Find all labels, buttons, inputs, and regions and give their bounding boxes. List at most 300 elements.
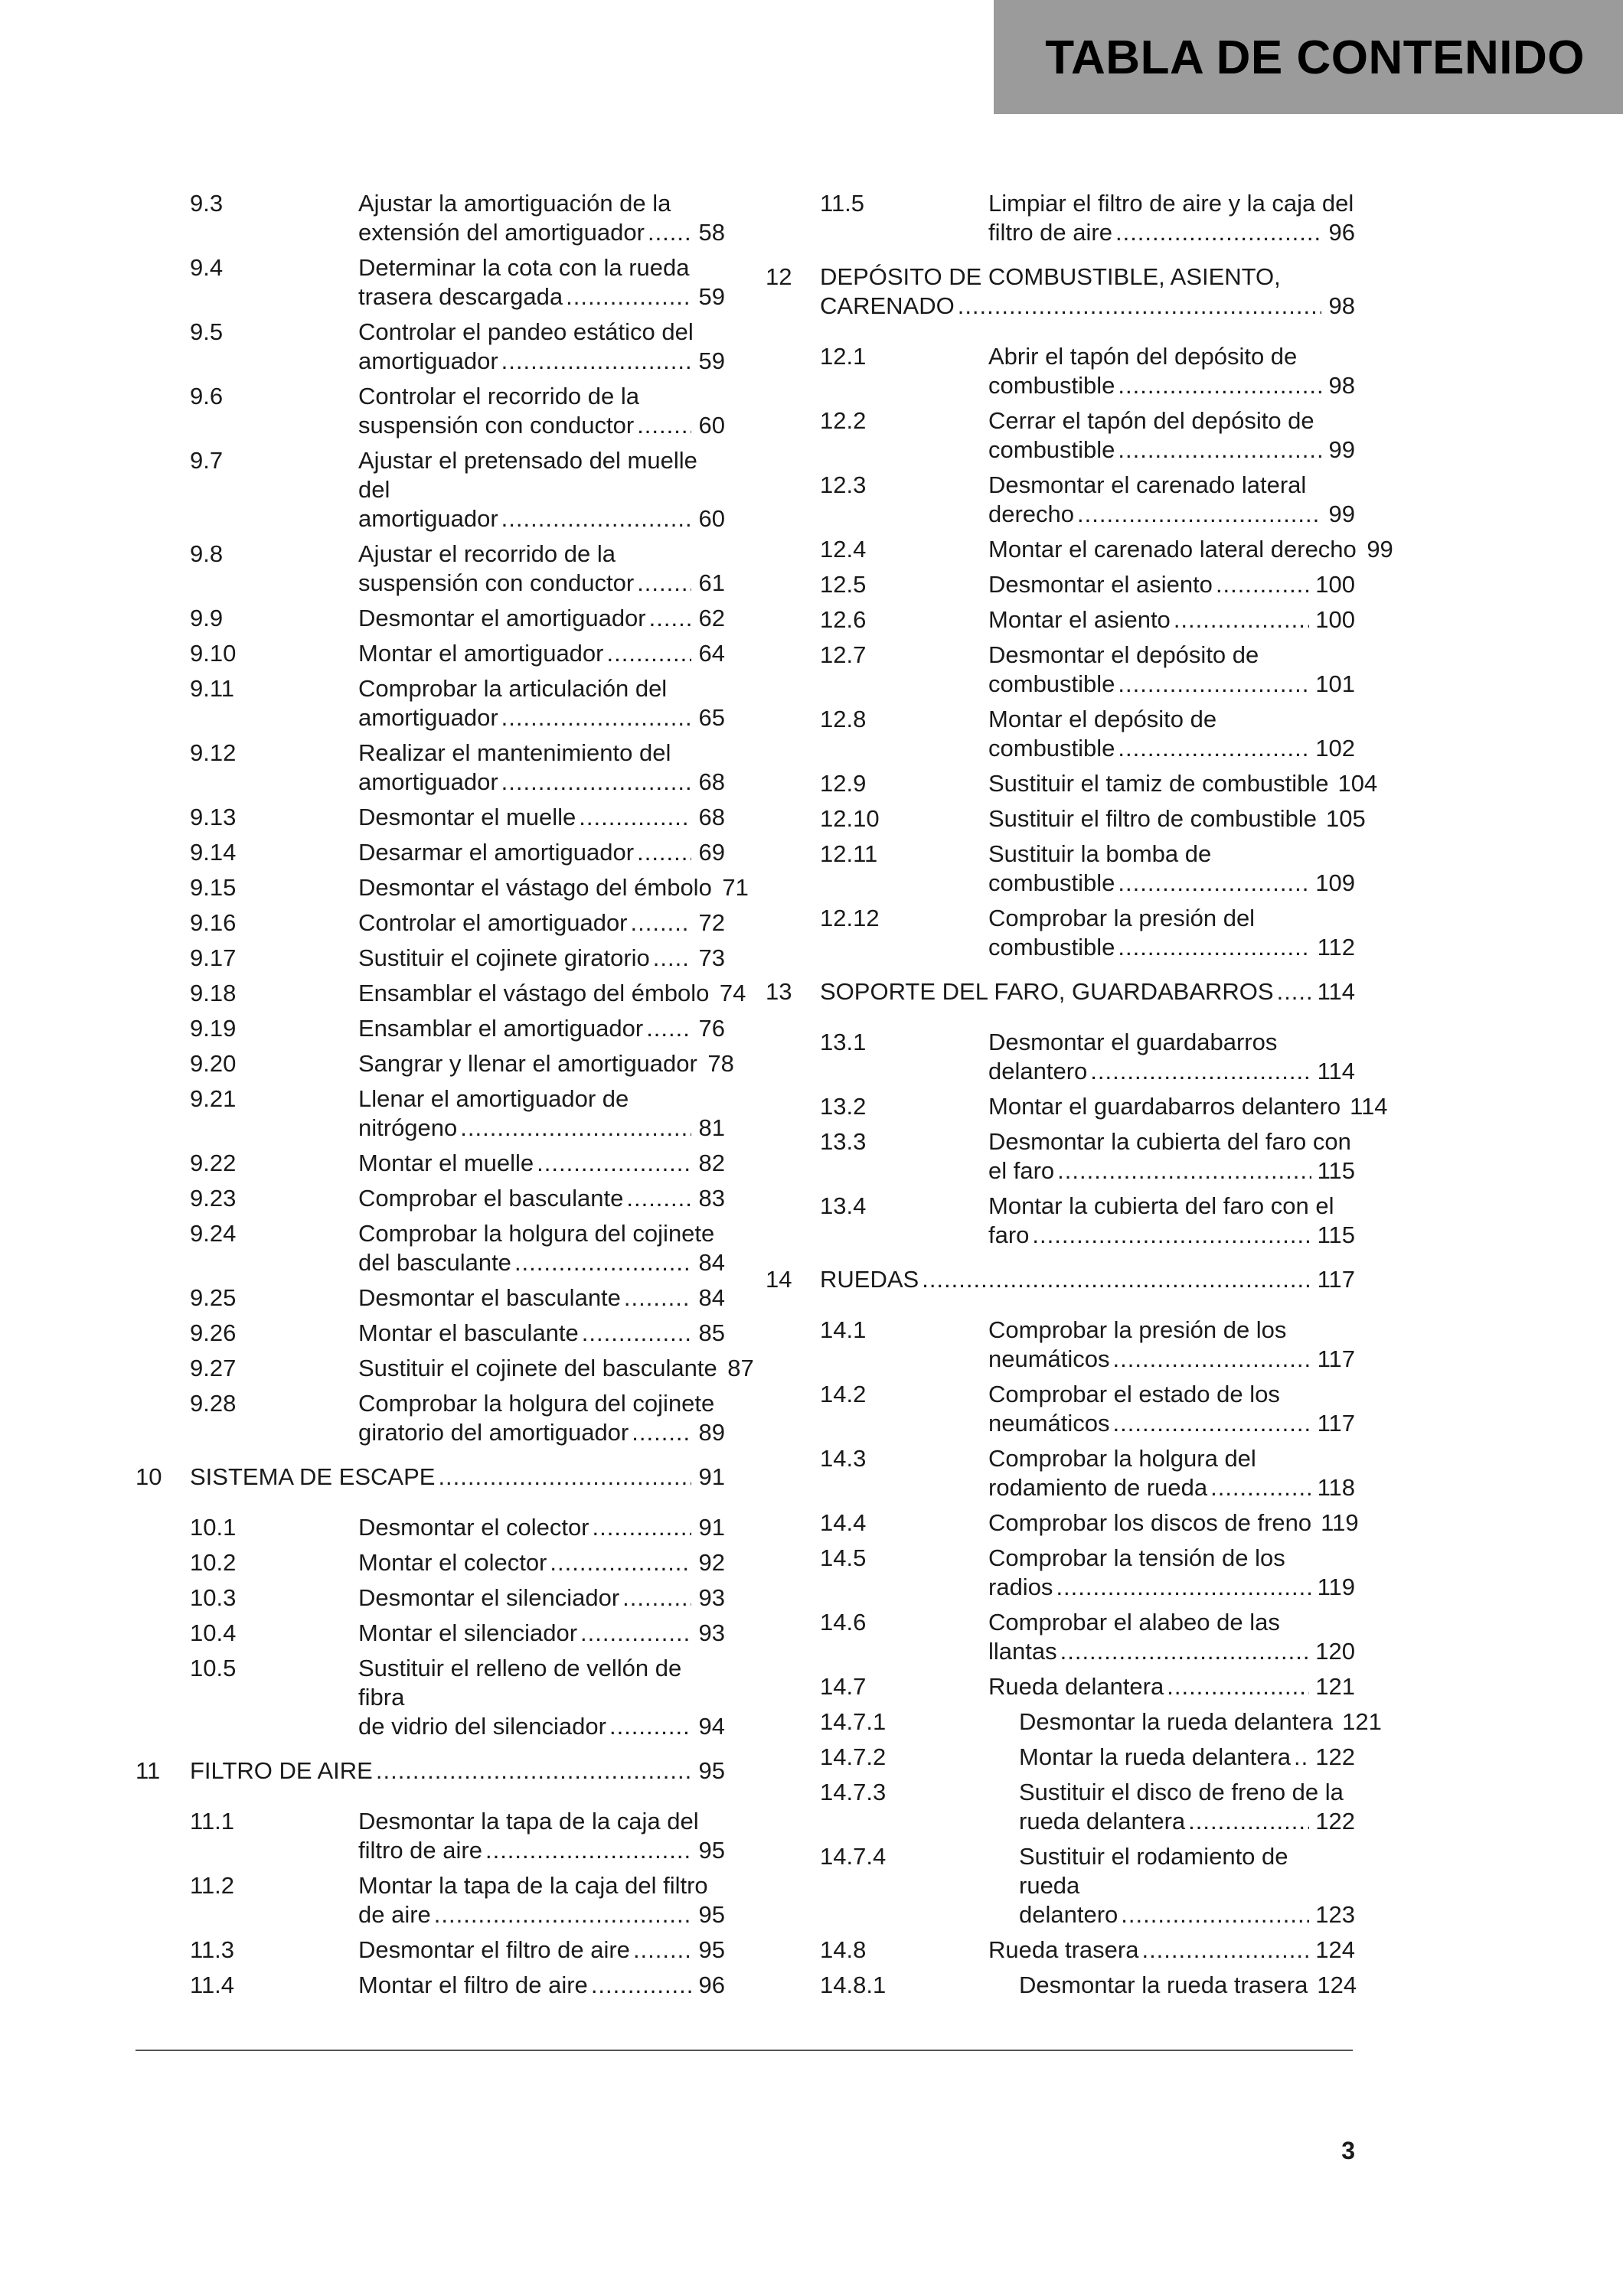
toc-entry-number: 14.1 (820, 1316, 867, 1343)
toc-entry[interactable] (766, 1778, 1355, 1836)
toc-entry[interactable] (136, 1871, 725, 1929)
toc-entry-number: 14.8 (820, 1936, 867, 1963)
dot-leader (609, 1712, 691, 1741)
toc-entry-page: 99 (1328, 436, 1355, 463)
dot-leader (1118, 670, 1309, 699)
toc-entry-title: neumáticos (988, 1345, 1110, 1372)
toc-entry-number: 9.26 (190, 1319, 237, 1346)
toc-entry-title-line: Montar la tapa de la caja del filtro (358, 1872, 708, 1899)
dot-leader (1141, 1936, 1309, 1965)
toc-entry-page: 96 (1328, 219, 1355, 246)
dot-leader (1113, 1409, 1311, 1438)
toc-chapter-entry[interactable] (766, 977, 1355, 1006)
toc-entry-page: 93 (698, 1619, 725, 1646)
dot-leader (376, 1756, 691, 1786)
toc-entry-page: 95 (698, 1901, 725, 1928)
toc-entry[interactable] (766, 1192, 1355, 1250)
toc-entry-title: Montar el colector (358, 1549, 547, 1576)
toc-entry-title: Ensamblar el vástago del émbolo (358, 980, 710, 1006)
toc-entry-title: suspensión con conductor (358, 412, 635, 439)
dot-leader (653, 944, 691, 973)
toc-entry-page: 118 (1317, 1474, 1355, 1501)
toc-entry-title-line: Llenar el amortiguador de (358, 1085, 629, 1112)
toc-entry-title: delantero (1019, 1901, 1118, 1928)
dot-leader (579, 803, 691, 832)
toc-entry-title: Desmontar la rueda delantera (1019, 1708, 1334, 1735)
toc-entry-page: 89 (698, 1419, 725, 1446)
toc-entry-page: 87 (727, 1355, 754, 1381)
toc-chapter-entry[interactable] (766, 263, 1355, 321)
toc-entry-page: 68 (698, 768, 725, 795)
toc-entry[interactable] (766, 471, 1355, 529)
toc-entry-title: Montar el silenciador (358, 1619, 578, 1646)
toc-entry-page: 99 (1367, 536, 1393, 563)
dot-leader (1077, 500, 1321, 529)
toc-entry[interactable] (136, 838, 725, 867)
toc-entry-title: combustible (988, 934, 1115, 960)
toc-entry-number: 11.2 (190, 1872, 235, 1899)
toc-entry[interactable] (136, 604, 725, 633)
toc-entry-page: 92 (698, 1549, 725, 1576)
toc-entry-number: 9.18 (190, 980, 237, 1006)
toc-entry[interactable] (766, 1380, 1355, 1438)
toc-entry-number: 13.3 (820, 1128, 867, 1155)
toc-entry[interactable] (766, 840, 1355, 898)
toc-entry[interactable] (766, 1508, 1359, 1538)
toc-entry-page: 121 (1315, 1673, 1355, 1700)
toc-entry-title: Sustituir el cojinete del basculante (358, 1355, 717, 1381)
toc-entry-page: 71 (722, 874, 749, 901)
toc-entry-page: 104 (1337, 770, 1378, 797)
toc-entry-page: 114 (1350, 1093, 1388, 1120)
toc-entry-title-line: Comprobar la tensión de los (988, 1544, 1285, 1571)
toc-entry-page: 100 (1315, 571, 1355, 598)
dot-leader (1115, 218, 1321, 247)
dot-leader (1118, 734, 1309, 763)
toc-entry-title-line: Sustituir el rodamiento de rueda (1019, 1843, 1288, 1899)
toc-entry-title: Desmontar el filtro de aire (358, 1936, 630, 1963)
toc-entry-page: 121 (1342, 1708, 1382, 1735)
dot-leader (460, 1114, 691, 1143)
toc-entry-title-line: Limpiar el filtro de aire y la caja del (988, 190, 1354, 217)
toc-entry[interactable] (136, 382, 725, 440)
toc-entry-number: 13.4 (820, 1192, 867, 1219)
toc-entry-page: 98 (1328, 292, 1355, 319)
toc-entry-title: Sustituir el cojinete giratorio (358, 944, 650, 971)
dot-leader (633, 1936, 691, 1965)
toc-entry-number: 9.24 (190, 1220, 237, 1247)
toc-entry-title-line: Desmontar el carenado lateral (988, 471, 1307, 498)
toc-entry-title: Desmontar la rueda trasera (1019, 1971, 1308, 1998)
toc-entry-number: 10 (136, 1463, 162, 1490)
toc-entry[interactable] (136, 1014, 725, 1043)
dot-leader (537, 1149, 691, 1178)
toc-entry-number: 12.4 (820, 536, 867, 563)
dot-leader (1056, 1573, 1311, 1602)
toc-entry-number: 13.1 (820, 1029, 867, 1055)
dot-leader (1174, 605, 1309, 634)
dot-leader (626, 1184, 691, 1213)
toc-entry-page: 93 (698, 1584, 725, 1611)
toc-entry[interactable] (766, 570, 1355, 599)
toc-entry[interactable] (136, 1807, 725, 1865)
toc-entry-title: del basculante (358, 1249, 511, 1276)
toc-entry[interactable] (136, 253, 725, 311)
toc-entry[interactable] (766, 769, 1378, 798)
toc-entry-title-line: Montar el depósito de (988, 706, 1217, 732)
dot-leader (648, 218, 691, 247)
toc-entry-title: Montar el filtro de aire (358, 1971, 588, 1998)
toc-entry-number: 10.2 (190, 1549, 237, 1576)
toc-entry-number: 12.6 (820, 606, 867, 633)
toc-entry-page: 102 (1315, 735, 1355, 762)
dot-leader (1113, 1345, 1311, 1374)
toc-entry-title-line: Controlar el pandeo estático del (358, 318, 694, 345)
dot-leader (550, 1548, 691, 1577)
toc-entry-title: rueda delantera (1019, 1808, 1186, 1835)
toc-entry[interactable] (136, 1654, 725, 1741)
toc-entry-title: Montar el carenado lateral derecho (988, 536, 1357, 563)
toc-entry[interactable] (136, 1319, 725, 1348)
toc-entry-page: 117 (1317, 1410, 1355, 1437)
toc-entry-title: SISTEMA DE ESCAPE (190, 1463, 436, 1490)
toc-entry[interactable] (136, 1049, 734, 1078)
toc-entry-number: 9.27 (190, 1355, 237, 1381)
toc-entry-title: combustible (988, 735, 1115, 762)
toc-entry-title: de aire (358, 1901, 431, 1928)
dot-leader (632, 1418, 691, 1447)
toc-entry-page: 60 (698, 412, 725, 439)
toc-entry[interactable] (136, 1971, 725, 2000)
dot-leader (1294, 1743, 1309, 1772)
toc-entry-number: 9.16 (190, 909, 237, 936)
toc-entry[interactable] (136, 1084, 725, 1143)
toc-entry-number: 9.22 (190, 1150, 237, 1176)
toc-entry-number: 14.7.1 (820, 1708, 887, 1735)
toc-entry[interactable] (766, 342, 1355, 400)
toc-entry-number: 12.5 (820, 571, 867, 598)
toc-entry-title: el faro (988, 1157, 1055, 1184)
toc-entry-page: 64 (698, 640, 725, 667)
toc-entry[interactable] (136, 1513, 725, 1542)
toc-entry-title: amortiguador (358, 347, 498, 374)
toc-entry-page: 115 (1317, 1157, 1355, 1184)
toc-entry-title-line: Sustituir el disco de freno de la (1019, 1779, 1344, 1805)
toc-entry-page: 59 (698, 283, 725, 310)
toc-entry-number: 12.7 (820, 641, 867, 668)
dot-leader (622, 1583, 691, 1613)
toc-entry-title: Sangrar y llenar el amortiguador (358, 1050, 697, 1077)
toc-entry[interactable] (136, 803, 725, 832)
toc-entry[interactable] (136, 1219, 725, 1277)
toc-entry-title: Sustituir el tamiz de combustible (988, 770, 1329, 797)
toc-entry[interactable] (766, 1092, 1388, 1121)
toc-entry-title: filtro de aire (988, 219, 1112, 246)
toc-entry-page: 114 (1317, 1058, 1355, 1084)
dot-leader (582, 1319, 691, 1348)
toc-entry-title: Desmontar el asiento (988, 571, 1213, 598)
toc-entry-page: 122 (1315, 1808, 1355, 1835)
toc-entry[interactable] (766, 1971, 1355, 2000)
toc-entry[interactable] (136, 1149, 725, 1178)
toc-entry-title: SOPORTE DEL FARO, GUARDABARROS (820, 978, 1274, 1005)
dot-leader (649, 604, 691, 633)
toc-entry-page: 84 (698, 1249, 725, 1276)
toc-chapter-entry[interactable] (136, 1756, 725, 1786)
toc-entry-title-line: Comprobar el alabeo de las (988, 1609, 1280, 1636)
toc-entry-title-line: Determinar la cota con la rueda (358, 254, 690, 281)
toc-entry-title: amortiguador (358, 768, 498, 795)
toc-entry-title: amortiguador (358, 704, 498, 731)
toc-entry[interactable] (136, 1583, 725, 1613)
toc-entry-number: 10.3 (190, 1584, 237, 1611)
dot-leader (434, 1900, 691, 1929)
toc-entry-title: FILTRO DE AIRE (190, 1757, 373, 1784)
toc-entry[interactable] (766, 804, 1366, 833)
toc-entry-page: 74 (719, 980, 746, 1006)
toc-entry-number: 12.12 (820, 905, 880, 931)
toc-entry[interactable] (766, 1936, 1355, 1965)
toc-entry-title: neumáticos (988, 1410, 1110, 1437)
toc-entry-number: 10.1 (190, 1514, 237, 1541)
toc-entry-page: 117 (1317, 1266, 1355, 1293)
toc-entry-page: 58 (698, 219, 725, 246)
toc-entry-page: 99 (1328, 501, 1355, 527)
toc-entry-title-line: Comprobar la presión del (988, 905, 1256, 931)
toc-entry-number: 10.5 (190, 1655, 237, 1681)
toc-entry-title: Montar la rueda delantera (1019, 1743, 1292, 1770)
toc-entry-number: 9.28 (190, 1390, 237, 1417)
toc-entry-number: 14.7.4 (820, 1843, 887, 1870)
toc-entry-title: suspensión con conductor (358, 569, 635, 596)
toc-entry[interactable] (766, 1544, 1355, 1602)
toc-entry-number: 12.10 (820, 805, 880, 832)
dot-leader (1167, 1672, 1309, 1701)
toc-entry-number: 12.2 (820, 407, 867, 434)
toc-entry-title: faro (988, 1221, 1030, 1248)
toc-entry-title: Desmontar el colector (358, 1514, 589, 1541)
toc-entry-title: Desmontar el basculante (358, 1284, 621, 1311)
toc-entry[interactable] (136, 1936, 725, 1965)
toc-entry-number: 9.5 (190, 318, 224, 345)
toc-entry[interactable] (136, 873, 749, 902)
toc-entry[interactable] (766, 1672, 1355, 1701)
toc-entry-number: 11.5 (820, 190, 865, 217)
dot-leader (591, 1971, 691, 2000)
toc-entry-title: filtro de aire (358, 1837, 482, 1864)
toc-entry-page: 117 (1317, 1345, 1355, 1372)
toc-entry-page: 95 (698, 1837, 725, 1864)
toc-entry-number: 11.1 (190, 1808, 235, 1835)
toc-entry-title: RUEDAS (820, 1266, 919, 1293)
toc-entry-title-line: Controlar el recorrido de la (358, 383, 640, 409)
toc-entry[interactable] (136, 979, 746, 1008)
toc-entry[interactable] (766, 904, 1355, 962)
dot-leader (607, 639, 692, 668)
toc-entry[interactable] (766, 1743, 1355, 1772)
dot-leader (922, 1265, 1311, 1294)
toc-entry[interactable] (766, 1028, 1355, 1086)
toc-entry-page: 119 (1321, 1509, 1359, 1536)
toc-entry[interactable] (766, 189, 1355, 247)
toc-entry-title: Desmontar el muelle (358, 804, 576, 830)
toc-entry-page: 76 (698, 1015, 725, 1042)
toc-entry-page: 101 (1315, 670, 1355, 697)
toc-entry-number: 9.12 (190, 739, 237, 766)
toc-entry-title: trasera descargada (358, 283, 563, 310)
toc-entry-page: 120 (1315, 1638, 1355, 1665)
toc-entry-number: 14.7.3 (820, 1779, 887, 1805)
toc-entry-title: Ensamblar el amortiguador (358, 1015, 644, 1042)
toc-entry[interactable] (136, 1354, 754, 1383)
toc-entry-page: 115 (1317, 1221, 1355, 1248)
dot-leader (1118, 435, 1321, 465)
toc-entry-number: 9.17 (190, 944, 237, 971)
toc-entry[interactable] (136, 1389, 725, 1447)
toc-entry-title-line: Comprobar el estado de los (988, 1381, 1280, 1407)
toc-entry[interactable] (136, 908, 725, 938)
toc-entry-page: 100 (1315, 606, 1355, 633)
toc-entry-page: 94 (698, 1713, 725, 1740)
toc-entry-title: extensión del amortiguador (358, 219, 645, 246)
toc-entry-number: 14.7 (820, 1673, 867, 1700)
toc-entry-title: CARENADO (820, 292, 955, 319)
toc-entry-title: Desarmar el amortiguador (358, 839, 635, 866)
toc-entry-title: rodamiento de rueda (988, 1474, 1208, 1501)
toc-entry-page: 91 (698, 1514, 725, 1541)
dot-leader (1210, 1473, 1311, 1502)
toc-entry-title: Rueda trasera (988, 1936, 1139, 1963)
dot-leader (958, 292, 1321, 321)
toc-entry-title-line: Desmontar la tapa de la caja del (358, 1808, 699, 1835)
toc-entry[interactable] (136, 739, 725, 797)
toc-entry[interactable] (766, 535, 1393, 564)
dot-leader (1032, 1221, 1311, 1250)
dot-leader (1060, 1637, 1310, 1666)
toc-entry-number: 14.6 (820, 1609, 867, 1636)
toc-entry[interactable] (136, 944, 725, 973)
toc-entry-title-line: Comprobar la holgura del cojinete (358, 1220, 715, 1247)
dot-leader (501, 768, 691, 797)
toc-entry-page: 78 (707, 1050, 734, 1077)
toc-entry-title: Desmontar el vástago del émbolo (358, 874, 712, 901)
toc-entry[interactable] (136, 1548, 725, 1577)
toc-entry-number: 12.8 (820, 706, 867, 732)
toc-column-left (136, 189, 754, 2006)
toc-entry-page: 60 (698, 505, 725, 532)
dot-leader (1118, 371, 1321, 400)
toc-entry-number: 9.8 (190, 540, 224, 567)
toc-entry[interactable] (136, 318, 725, 376)
toc-entry-title: delantero (988, 1058, 1088, 1084)
toc-entry[interactable] (136, 674, 725, 732)
toc-entry[interactable] (766, 1842, 1355, 1929)
toc-entry[interactable] (766, 705, 1355, 763)
toc-entry[interactable] (766, 605, 1355, 634)
dot-leader (1118, 933, 1311, 962)
toc-entry[interactable] (766, 1707, 1382, 1737)
toc-entry-page: 61 (698, 569, 725, 596)
toc-entry-number: 9.7 (190, 447, 224, 474)
toc-entry-page: 73 (698, 944, 725, 971)
toc-entry-title-line: DEPÓSITO DE COMBUSTIBLE, ASIENTO, (820, 263, 1281, 290)
toc-entry[interactable] (766, 1316, 1355, 1374)
toc-entry-number: 12.1 (820, 343, 867, 370)
toc-entry-number: 14.7.2 (820, 1743, 887, 1770)
dot-leader (624, 1283, 691, 1313)
toc-entry[interactable] (766, 1127, 1355, 1186)
toc-entry-number: 12.9 (820, 770, 867, 797)
toc-entry[interactable] (136, 1283, 725, 1313)
toc-entry-page: 72 (698, 909, 725, 936)
toc-entry-page: 95 (698, 1936, 725, 1963)
toc-entry[interactable] (136, 540, 725, 598)
toc-entry-page: 123 (1315, 1901, 1355, 1928)
toc-entry[interactable] (136, 639, 725, 668)
toc-entry-title-line: Desmontar el guardabarros (988, 1029, 1278, 1055)
toc-entry-title-line: Cerrar el tapón del depósito de (988, 407, 1314, 434)
toc-entry-title: combustible (988, 670, 1115, 697)
toc-entry-number: 9.3 (190, 190, 224, 217)
toc-entry[interactable] (136, 446, 725, 533)
toc-entry[interactable] (136, 1619, 725, 1648)
toc-entry-page: 83 (698, 1185, 725, 1212)
toc-entry-number: 10.4 (190, 1619, 237, 1646)
toc-entry-page: 68 (698, 804, 725, 830)
toc-entry-page: 119 (1317, 1574, 1355, 1600)
toc-entry-page: 95 (698, 1757, 725, 1784)
toc-entry-number: 11.4 (190, 1971, 235, 1998)
toc-entry-number: 11 (136, 1757, 161, 1784)
toc-entry-title-line: Sustituir el relleno de vellón de fibra (358, 1655, 682, 1711)
toc-entry-number: 9.23 (190, 1185, 237, 1212)
toc-entry-title-line: Comprobar la holgura del (988, 1445, 1256, 1472)
dot-leader (1188, 1807, 1309, 1836)
toc-entry-page: 109 (1315, 869, 1355, 896)
toc-entry[interactable] (136, 1184, 725, 1213)
dot-leader (637, 411, 691, 440)
toc-entry[interactable] (766, 1444, 1355, 1502)
toc-entry[interactable] (136, 189, 725, 247)
toc-entry-number: 14.4 (820, 1509, 867, 1536)
toc-entry-number: 9.6 (190, 383, 224, 409)
dot-leader (1277, 977, 1311, 1006)
toc-entry-page: 105 (1326, 805, 1366, 832)
toc-entry-page: 81 (698, 1114, 725, 1141)
toc-chapter-entry[interactable] (136, 1463, 725, 1492)
toc-entry[interactable] (766, 641, 1355, 699)
dot-leader (1057, 1156, 1311, 1186)
toc-chapter-entry[interactable] (766, 1265, 1355, 1294)
toc-entry-title: Montar el guardabarros delantero (988, 1093, 1341, 1120)
toc-entry-number: 12 (766, 263, 792, 290)
dot-leader (501, 703, 691, 732)
dot-leader (1090, 1057, 1311, 1086)
toc-entry-title: Comprobar los discos de freno (988, 1509, 1312, 1536)
toc-entry-number: 9.4 (190, 254, 224, 281)
dot-leader (631, 908, 691, 938)
dot-leader (514, 1248, 691, 1277)
dot-leader (485, 1836, 691, 1865)
toc-entry-number: 11.3 (190, 1936, 235, 1963)
toc-entry-page: 59 (698, 347, 725, 374)
toc-entry[interactable] (766, 1608, 1355, 1666)
toc-entry[interactable] (766, 406, 1355, 465)
toc-entry-number: 9.20 (190, 1050, 237, 1077)
toc-entry-page: 84 (698, 1284, 725, 1311)
toc-entry-page: 122 (1315, 1743, 1355, 1770)
toc-entry-page: 62 (698, 605, 725, 631)
